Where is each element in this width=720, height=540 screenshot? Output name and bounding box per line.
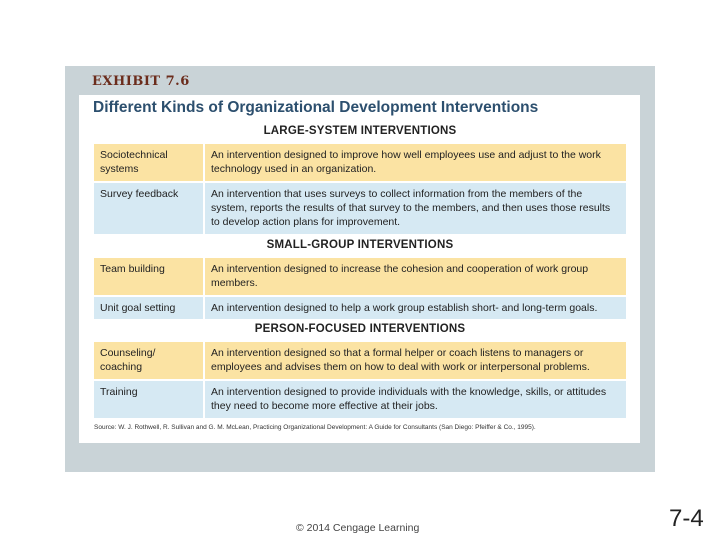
table-row [94, 258, 626, 295]
intervention-term: Team building [94, 258, 203, 295]
intervention-term: Sociotechnical systems [94, 144, 203, 181]
intervention-definition: An intervention designed to help a work group establish short- and long-term goals. [205, 297, 626, 319]
copyright-footer: © 2014 Cengage Learning [296, 522, 420, 534]
exhibit-label: EXHIBIT 7.6 [92, 74, 190, 89]
intervention-term: Unit goal setting [94, 297, 203, 319]
source-citation: Source: W. J. Rothwell, R. Sullivan and G. M. McLean, Practicing Organizational Development: A Guide for Consultants (San Diego: Pfeiffer & Co., 1995). [94, 424, 536, 431]
table-row [94, 342, 626, 379]
intervention-definition: An intervention designed to provide individuals with the knowledge, skills, or attitudes they need to become more effective at their jobs. [205, 381, 626, 418]
intervention-definition: An intervention designed so that a formal helper or coach listens to managers or employees and advises them on how to deal with work or interpersonal problems. [205, 342, 626, 379]
intervention-term: Training [94, 381, 203, 418]
section-heading-person-focused: PERSON-FOCUSED INTERVENTIONS [254, 323, 466, 335]
table-row [94, 144, 626, 181]
intervention-definition: An intervention designed to increase the cohesion and cooperation of work group members. [205, 258, 626, 295]
intervention-term: Counseling/ coaching [94, 342, 203, 379]
section-heading-small-group: SMALL-GROUP INTERVENTIONS [266, 239, 454, 251]
intervention-term: Survey feedback [94, 183, 203, 234]
section-heading-large-system: LARGE-SYSTEM INTERVENTIONS [263, 125, 457, 137]
table-row [94, 183, 626, 234]
table-row [94, 297, 626, 319]
slide-number: 7-4 [669, 505, 704, 532]
exhibit-title: Different Kinds of Organizational Development Interventions [93, 99, 539, 116]
intervention-definition: An intervention designed to improve how well employees use and adjust to the work technology used in an organization. [205, 144, 626, 181]
intervention-definition: An intervention that uses surveys to collect information from the members of the system, reports the results of that survey to the members, and then uses those results to develop action plans for improvement. [205, 183, 626, 234]
table-row [94, 381, 626, 418]
